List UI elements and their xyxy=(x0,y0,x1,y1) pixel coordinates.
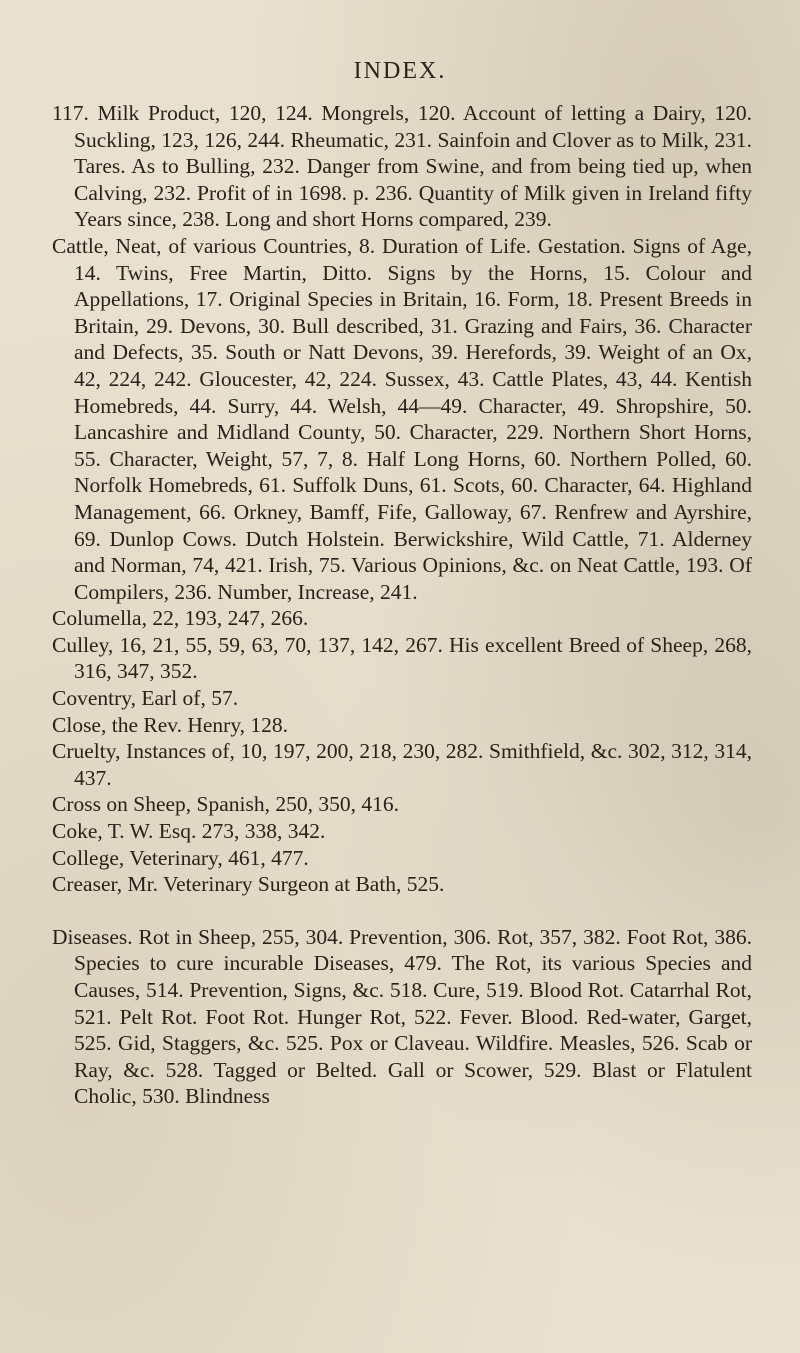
index-entry-creaser: Creaser, Mr. Veterinary Surgeon at Bath, 525. xyxy=(52,872,445,897)
index-entry-coke: Coke, T. W. Esq. 273, 338, 342. xyxy=(52,819,326,844)
index-entry-cruelty: Cruelty, Instances of, 10, 197, 200, 218, 230, 282. Smithfield, &c. 302, 312, 314, 437. xyxy=(52,739,752,790)
index-entry-close: Close, the Rev. Henry, 128. xyxy=(52,712,289,737)
index-entry-culley: Culley, 16, 21, 55, 59, 63, 70, 137, 142, 267. His excellent Breed of Sheep, 268, 316, 347, 352. xyxy=(52,632,752,684)
index-entries xyxy=(52,100,752,1110)
running-head: INDEX. xyxy=(353,58,447,84)
index-entry-cattle: Cattle, Neat, of various Countries, 8. Duration of Life. Gestation. Signs of Age, 14. Twins, Free Martin, Ditto. Signs by the Horns, 15. Colour and Appellations, 17. Original Species in Britain, 16. Form, 18. Present Breeds in Britain, 29. Devons, 30. Bull described, 31. Grazing and Fairs, 36. Character and Defects, 35. South or Natt Devons, 39. Herefords, 39. Weight of an Ox, 42, 224, 242. Gloucester, 42, 224. Sussex, 43. Cattle Plates, 43, 44. Kentish Homebreds, 44. Surry, 44. Welsh, 44—49. Character, 49. Shropshire, 50. Lancashire and Midland County, 50. Character, 229. Northern Short Horns, 55. Character, Weight, 57, 7, 8. Half Long Horns, 60. Northern Polled, 60. Norfolk Homebreds, 61. Suffolk Duns, 61. Scots, 60. Character, 64. Highland Management, 66. Orkney, Bamff, Fife, Galloway, 67. Renfrew and Ayrshire, 69. Dunlop Cows. Dutch Holstein. Berwickshire, Wild Cattle, 71. Alderney and Norman, 74, 421. Irish, 75. Various Opinions, &c. on Neat Cattle, 193. Of Compilers, 236. Number, Increase, 241. xyxy=(52,233,752,604)
index-entry-coventry: Coventry, Earl of, 57. xyxy=(52,686,239,711)
index-entry-diseases: Diseases. Rot in Sheep, 255, 304. Prevention, 306. Rot, 357, 382. Foot Rot, 386. Species to cure incurable Diseases, 479. The Rot, its various Species and Causes, 514. Prevention, Signs, &c. 518. Cure, 519. Blood Rot. Catarrhal Rot, 521. Pelt Rot. Foot Rot. Hunger Rot, 522. Fever. Blood. Red-water, Garget, 525. Gid, Staggers, &c. 525. Pox or Claveau. Wildfire. Measles, 526. Scab or Ray, &c. 528. Tagged or Belted. Gall or Scower, 529. Blast or Flatulent Cholic, 530. Blindness xyxy=(52,924,752,1109)
index-entry-milk: 117. Milk Product, 120, 124. Mongrels, 120. Account of letting a Dairy, 120. Suckling, 123, 126, 244. Rheumatic, 231. Sainfoin and Clover as to Milk, 231. Tares. As to Bulling, 232. Danger from Swine, and from being tied up, when Calving, 232. Profit of in 1698. p. 236. Quantity of Milk given in Ireland fifty Years since, 238. Long and short Horns compared, 239. xyxy=(52,101,752,232)
index-entry-college: College, Veterinary, 461, 477. xyxy=(52,845,309,870)
index-entry-columella: Columella, 22, 193, 247, 266. xyxy=(52,606,309,631)
index-entry-cross: Cross on Sheep, Spanish, 250, 350, 416. xyxy=(52,792,399,817)
